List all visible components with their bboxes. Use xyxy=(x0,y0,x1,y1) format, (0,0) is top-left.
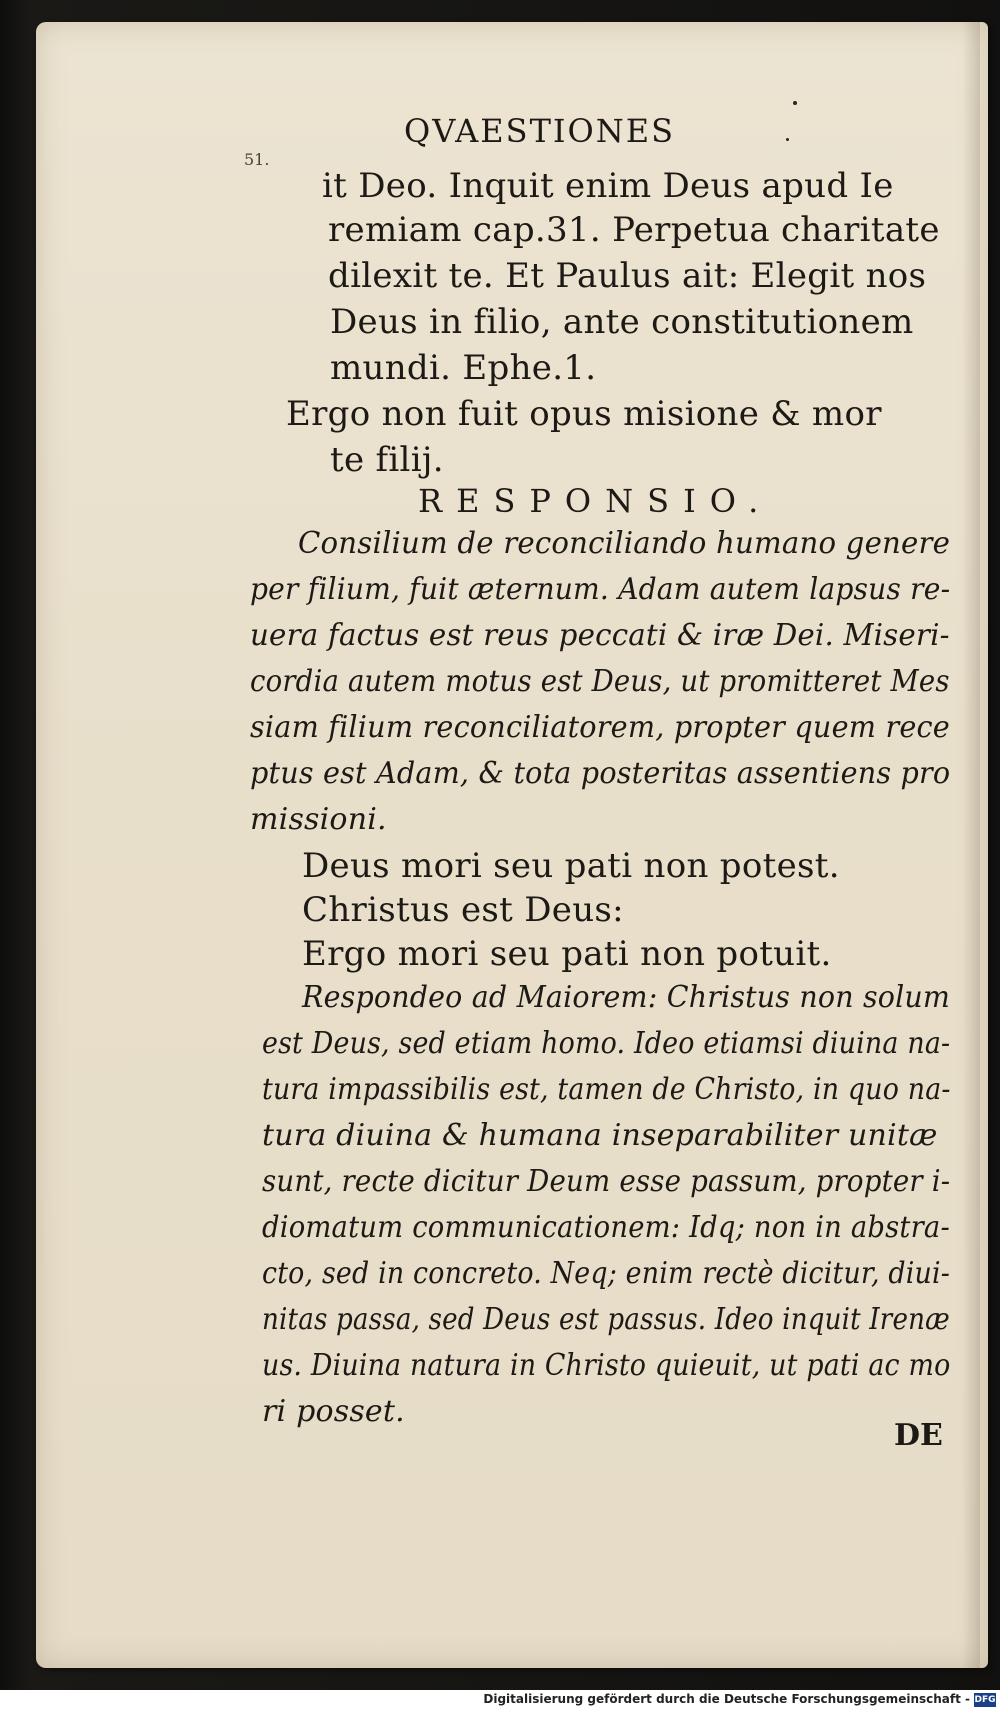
text-line: Consilium de reconciliando humano genere xyxy=(298,526,951,561)
folio-number: 51. xyxy=(244,150,270,169)
text-line: diomatum communicationem: Idq; non in abstra- xyxy=(262,1210,950,1245)
digitization-footer xyxy=(0,1690,1000,1711)
catchword: DE xyxy=(894,1418,943,1453)
text-line: Deus mori seu pati non potest. xyxy=(302,846,840,886)
text-line: Ergo mori seu pati non potuit. xyxy=(302,934,832,974)
text-line: uera factus est reus peccati & iræ Dei. Miseri- xyxy=(250,618,950,653)
text-line: siam filium reconciliatorem, propter quem rece xyxy=(250,710,950,745)
text-line: Deus in filio, ante constitutionem xyxy=(330,302,914,342)
ink-speck xyxy=(786,138,789,141)
text-line: us. Diuina natura in Christo quieuit, ut pati ac mo xyxy=(262,1348,951,1383)
page-edge-shadow xyxy=(962,22,980,1668)
text-line: tura diuina & humana inseparabiliter unitæ xyxy=(262,1118,938,1153)
text-line: Christus est Deus: xyxy=(302,890,624,930)
footer-credit-text: Digitalisierung gefördert durch die Deutsche Forschungsgemeinschaft - xyxy=(483,1692,970,1706)
text-line: remiam cap.31. Perpetua charitate xyxy=(328,210,940,250)
text-line: est Deus, sed etiam homo. Ideo etiamsi diuina na- xyxy=(262,1026,951,1061)
responsio-heading: RESPONSIO. xyxy=(418,482,773,520)
text-line: cto, sed in concreto. Neq; enim rectè dicitur, diui- xyxy=(262,1256,951,1291)
dfg-logo: DFG xyxy=(974,1695,996,1705)
text-line: missioni. xyxy=(250,802,387,837)
text-line: Ergo non fuit opus misione & mor xyxy=(286,394,882,434)
text-line: per filium, fuit æternum. Adam autem lapsus re- xyxy=(250,572,951,607)
text-line: ptus est Adam, & tota posteritas assentiens pro xyxy=(250,756,951,791)
running-head: QVAESTIONES xyxy=(404,112,676,150)
text-line: te filij. xyxy=(330,440,444,480)
ink-speck xyxy=(793,101,797,105)
text-line: dilexit te. Et Paulus ait: Elegit nos xyxy=(328,256,927,296)
text-line: sunt, recte dicitur Deum esse passum, propter i- xyxy=(262,1164,951,1199)
text-line: cordia autem motus est Deus, ut promitteret Mes xyxy=(250,664,950,699)
text-line: tura impassibilis est, tamen de Christo, in quo na- xyxy=(262,1072,951,1107)
text-line: it Deo. Inquit enim Deus apud Ie xyxy=(322,166,894,206)
text-line: Respondeo ad Maiorem: Christus non solum xyxy=(302,980,951,1015)
text-line: nitas passa, sed Deus est passus. Ideo inquit Irenæ xyxy=(262,1302,950,1337)
text-line: mundi. Ephe.1. xyxy=(330,348,597,388)
text-line: ri posset. xyxy=(262,1394,405,1429)
